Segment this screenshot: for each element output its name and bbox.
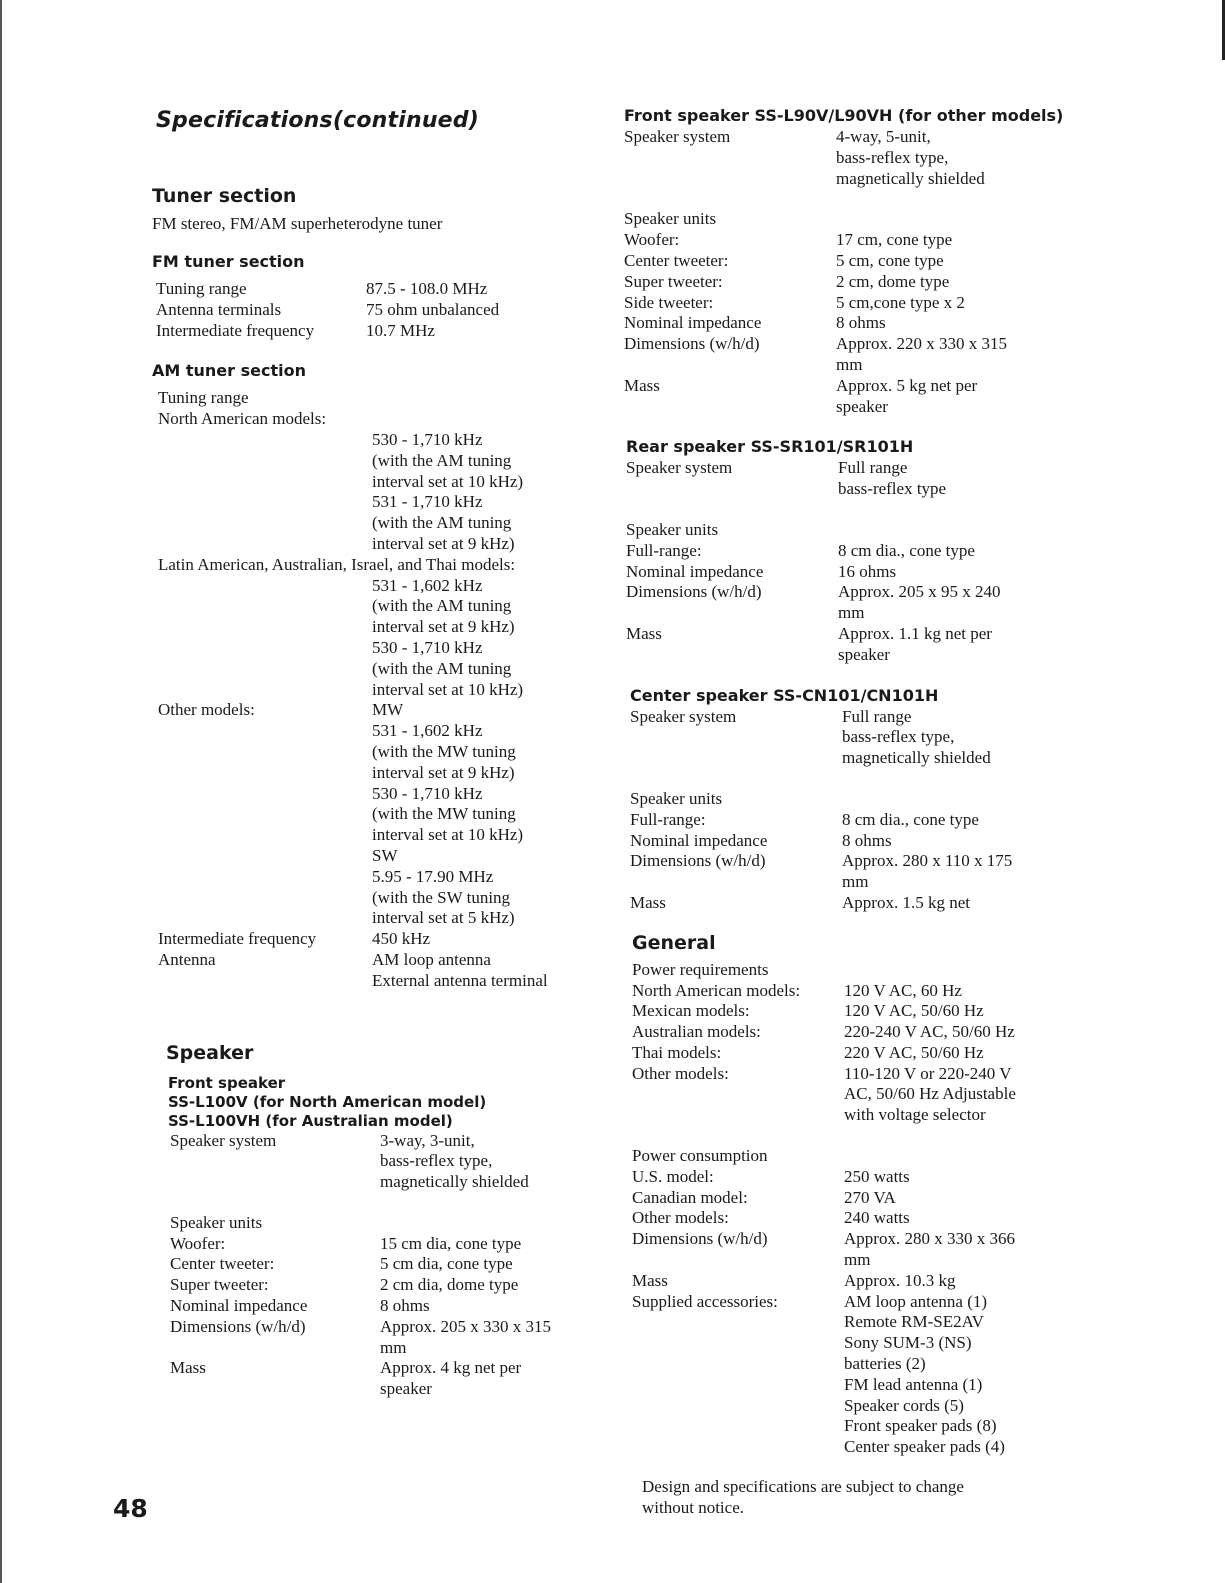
spec-label: Other models:	[158, 700, 255, 720]
spec-label: Tuning range	[158, 388, 249, 408]
spec-label: Nominal impedance	[624, 313, 762, 333]
spec-value: Approx. 1.1 kg net per	[838, 623, 992, 643]
spec-label: Dimensions (w/h/d)	[624, 334, 760, 354]
spec-value: (with the AM tuning	[372, 450, 512, 470]
spec-value: bass-reflex type,	[836, 147, 949, 167]
spec-value: 531 - 1,602 kHz	[372, 575, 483, 595]
spec-label: Mass	[632, 1270, 668, 1290]
spec-value: 110-120 V or 220-240 V	[844, 1063, 1012, 1083]
spec-value: batteries (2)	[844, 1354, 926, 1374]
spec-label: Dimensions (w/h/d)	[626, 582, 762, 602]
spec-value: MW	[372, 700, 404, 720]
spec-value: Remote RM-SE2AV	[844, 1312, 984, 1332]
spec-value: interval set at 10 kHz)	[372, 679, 524, 699]
rear-speaker-heading: Rear speaker SS-SR101/SR101H	[626, 437, 914, 457]
fm-tuner-heading: FM tuner section	[152, 252, 305, 271]
spec-label: Dimensions (w/h/d)	[630, 851, 766, 871]
spec-value: 530 - 1,710 kHz	[372, 429, 483, 449]
spec-value: 2 cm, dome type	[836, 271, 950, 291]
spec-label: Speaker units	[630, 788, 723, 808]
spec-label: Mass	[630, 892, 666, 912]
spec-value: 8 ohms	[842, 830, 892, 850]
spec-label: North American models:	[632, 980, 801, 1000]
spec-value: 17 cm, cone type	[836, 230, 953, 250]
fm-tuner-table	[156, 279, 499, 341]
spec-label: Supplied accessories:	[632, 1291, 778, 1311]
spec-value: 531 - 1,710 kHz	[372, 492, 483, 512]
spec-value: 5 cm, cone type	[836, 250, 944, 270]
spec-value: with voltage selector	[844, 1105, 986, 1125]
spec-value: mm	[842, 872, 869, 892]
spec-value: Approx. 5 kg net per	[836, 375, 978, 395]
spec-value: Sony SUM-3 (NS)	[844, 1333, 972, 1353]
spec-label: Mass	[626, 623, 662, 643]
spec-value: (with the MW tuning	[372, 741, 516, 761]
spec-label: Speaker system	[624, 127, 731, 146]
spec-label: Woofer:	[170, 1233, 226, 1253]
spec-label: Center tweeter:	[170, 1254, 275, 1274]
spec-value: interval set at 9 kHz)	[372, 762, 515, 782]
spec-row	[156, 321, 499, 342]
general-table	[632, 960, 1016, 1458]
spec-value: FM lead antenna (1)	[844, 1374, 983, 1394]
spec-value: Approx. 220 x 330 x 315	[836, 334, 1007, 354]
spec-value: interval set at 10 kHz)	[372, 471, 524, 491]
spec-row	[156, 300, 499, 321]
spec-value: Approx. 280 x 110 x 175	[842, 851, 1013, 871]
spec-value: mm	[844, 1250, 871, 1270]
spec-label: Speaker system	[630, 706, 737, 726]
spec-value: SW	[372, 845, 398, 865]
spec-value: Approx. 4 kg net per	[380, 1358, 522, 1378]
front-speaker-l90-heading: Front speaker SS-L90V/L90VH (for other models)	[624, 106, 1064, 125]
spec-value: mm	[380, 1337, 407, 1357]
spec-label: Intermediate frequency	[156, 320, 315, 340]
spec-value: 16 ohms	[838, 561, 897, 581]
speaker-section-heading: Speaker	[166, 1041, 254, 1064]
spec-value: 8 ohms	[380, 1296, 430, 1316]
tuner-section-heading: Tuner section	[152, 185, 297, 207]
spec-value: 5 cm,cone type x 2	[836, 292, 965, 312]
footer-note-line: Design and specifications are subject to change	[642, 1477, 964, 1497]
spec-value: 530 - 1,710 kHz	[372, 783, 483, 803]
spec-value: 87.5 - 108.0 MHz	[366, 279, 488, 298]
spec-label: Intermediate frequency	[158, 929, 317, 949]
spec-value: 270 VA	[844, 1187, 896, 1207]
spec-value: Full range	[838, 458, 908, 478]
page-number: 48	[113, 1494, 148, 1523]
spec-value: 450 kHz	[372, 929, 431, 949]
am-tuner-table	[158, 388, 548, 991]
spec-label: Power consumption	[632, 1146, 768, 1166]
spec-value: 120 V AC, 60 Hz	[844, 980, 962, 1000]
spec-value: speaker	[380, 1379, 432, 1399]
right-column	[624, 106, 1064, 1518]
spec-value: 120 V AC, 50/60 Hz	[844, 1001, 984, 1021]
spec-value: 5 cm dia, cone type	[380, 1254, 513, 1274]
spec-value: 3-way, 3-unit,	[380, 1130, 475, 1150]
spec-value: Speaker cords (5)	[844, 1395, 964, 1415]
spec-value: Center speaker pads (4)	[844, 1437, 1005, 1457]
spec-label: Side tweeter:	[624, 292, 714, 312]
spec-value: Approx. 10.3 kg	[844, 1270, 956, 1290]
spec-value: interval set at 5 kHz)	[372, 908, 515, 928]
spec-label: Tuning range	[156, 279, 247, 298]
spec-value: 75 ohm unbalanced	[366, 299, 500, 319]
spec-value: magnetically shielded	[842, 748, 991, 768]
center-speaker-table	[630, 707, 1012, 914]
spec-label: Super tweeter:	[170, 1275, 269, 1295]
spec-value: speaker	[838, 644, 890, 664]
spec-label: Mass	[170, 1358, 206, 1378]
spec-value: AM loop antenna (1)	[844, 1291, 988, 1311]
spec-value: AC, 50/60 Hz Adjustable	[844, 1084, 1016, 1104]
spec-label: Canadian model:	[632, 1187, 748, 1207]
spec-row	[156, 279, 499, 300]
footer-note-line: without notice.	[642, 1498, 744, 1518]
front-speaker-heading-line: Front speaker	[168, 1073, 286, 1092]
spec-value: 530 - 1,710 kHz	[372, 637, 483, 657]
spec-value: 8 ohms	[836, 313, 886, 333]
spec-value: 250 watts	[844, 1166, 910, 1186]
spec-label: Mexican models:	[632, 1001, 750, 1021]
spec-label: Latin American, Australian, Israel, and Thai models:	[158, 554, 516, 574]
spec-label: Nominal impedance	[170, 1296, 308, 1316]
spec-value: Full range	[842, 706, 912, 726]
spec-value: 220 V AC, 50/60 Hz	[844, 1042, 984, 1062]
spec-value: interval set at 9 kHz)	[372, 617, 515, 637]
spec-label: Mass	[624, 375, 660, 395]
spec-value: 8 cm dia., cone type	[838, 540, 975, 560]
spec-label: Nominal impedance	[626, 561, 764, 581]
spec-value: Approx. 1.5 kg net	[842, 892, 970, 912]
spec-label: Nominal impedance	[630, 830, 768, 850]
spec-label: Other models:	[632, 1208, 729, 1228]
spec-value: 240 watts	[844, 1208, 910, 1228]
spec-label: Speaker units	[626, 519, 719, 539]
front-speaker-heading-line: SS-L100V (for North American model)	[168, 1092, 487, 1111]
spec-value: 8 cm dia., cone type	[842, 809, 979, 829]
spec-value: (with the AM tuning	[372, 596, 512, 616]
spec-value: bass-reflex type	[838, 479, 947, 499]
spec-value: magnetically shielded	[836, 168, 985, 188]
spec-value: interval set at 9 kHz)	[372, 533, 515, 553]
spec-label: Speaker units	[624, 209, 717, 229]
left-column	[152, 108, 602, 1400]
spec-label: U.S. model:	[632, 1166, 714, 1186]
spec-value: (with the AM tuning	[372, 513, 512, 533]
spec-value: mm	[836, 354, 863, 374]
spec-value: (with the MW tuning	[372, 804, 516, 824]
spec-value: Approx. 205 x 330 x 315	[380, 1316, 551, 1336]
spec-label: Speaker units	[170, 1212, 263, 1232]
spec-label: North American models:	[158, 409, 327, 429]
spec-label: Dimensions (w/h/d)	[170, 1316, 306, 1336]
spec-value: External antenna terminal	[372, 970, 548, 990]
spec-value: mm	[838, 603, 865, 623]
spec-value: bass-reflex type,	[380, 1151, 493, 1171]
spec-label: Power requirements	[632, 959, 769, 979]
spec-value: 220-240 V AC, 50/60 Hz	[844, 1022, 1015, 1042]
front-speaker-heading-line: SS-L100VH (for Australian model)	[168, 1111, 453, 1130]
spec-value: (with the SW tuning	[372, 887, 511, 907]
spec-value: 10.7 MHz	[366, 320, 435, 340]
spec-label: Antenna	[158, 949, 216, 969]
spec-value: 2 cm dia, dome type	[380, 1275, 519, 1295]
spec-value: 5.95 - 17.90 MHz	[372, 866, 494, 886]
spec-value: speaker	[836, 396, 888, 416]
spec-label: Full-range:	[626, 540, 702, 560]
scan-edge-left	[0, 0, 2, 1583]
front-speaker-l90-table	[624, 127, 1007, 417]
spec-value: (with the AM tuning	[372, 658, 512, 678]
spec-value: Front speaker pads (8)	[844, 1416, 997, 1436]
spec-label: Australian models:	[632, 1022, 761, 1042]
spec-label: Super tweeter:	[624, 271, 723, 291]
spec-value: 15 cm dia, cone type	[380, 1233, 522, 1253]
tuner-intro: FM stereo, FM/AM superheterodyne tuner	[152, 214, 443, 233]
spec-label: Speaker system	[626, 458, 733, 478]
front-speaker-l100-heading	[168, 1074, 602, 1131]
spec-value: bass-reflex type,	[842, 727, 955, 747]
spec-label: Woofer:	[624, 230, 680, 250]
spec-value: Approx. 280 x 330 x 366	[844, 1229, 1015, 1249]
spec-value: AM loop antenna	[372, 949, 491, 969]
center-speaker-heading: Center speaker SS-CN101/CN101H	[630, 685, 939, 705]
spec-label: Speaker system	[170, 1130, 277, 1150]
footer-note	[624, 1476, 1042, 1518]
am-tuner-heading: AM tuner section	[152, 361, 306, 381]
spec-label: Antenna terminals	[156, 299, 282, 319]
spec-value: 4-way, 5-unit,	[836, 127, 931, 146]
spec-label: Full-range:	[630, 809, 706, 829]
front-speaker-l100-table	[170, 1131, 551, 1401]
spec-label: Thai models:	[632, 1042, 722, 1062]
page-title: Specifications(continued)	[156, 108, 480, 133]
spec-label: Other models:	[632, 1063, 729, 1083]
general-section-heading: General	[632, 931, 716, 954]
spec-value: magnetically shielded	[380, 1172, 529, 1192]
spec-label: Dimensions (w/h/d)	[632, 1229, 768, 1249]
spec-value: 531 - 1,602 kHz	[372, 721, 483, 741]
spec-label: Center tweeter:	[624, 250, 729, 270]
rear-speaker-table	[626, 458, 1000, 665]
spec-value: Approx. 205 x 95 x 240	[838, 582, 1001, 602]
spec-value: interval set at 10 kHz)	[372, 825, 524, 845]
